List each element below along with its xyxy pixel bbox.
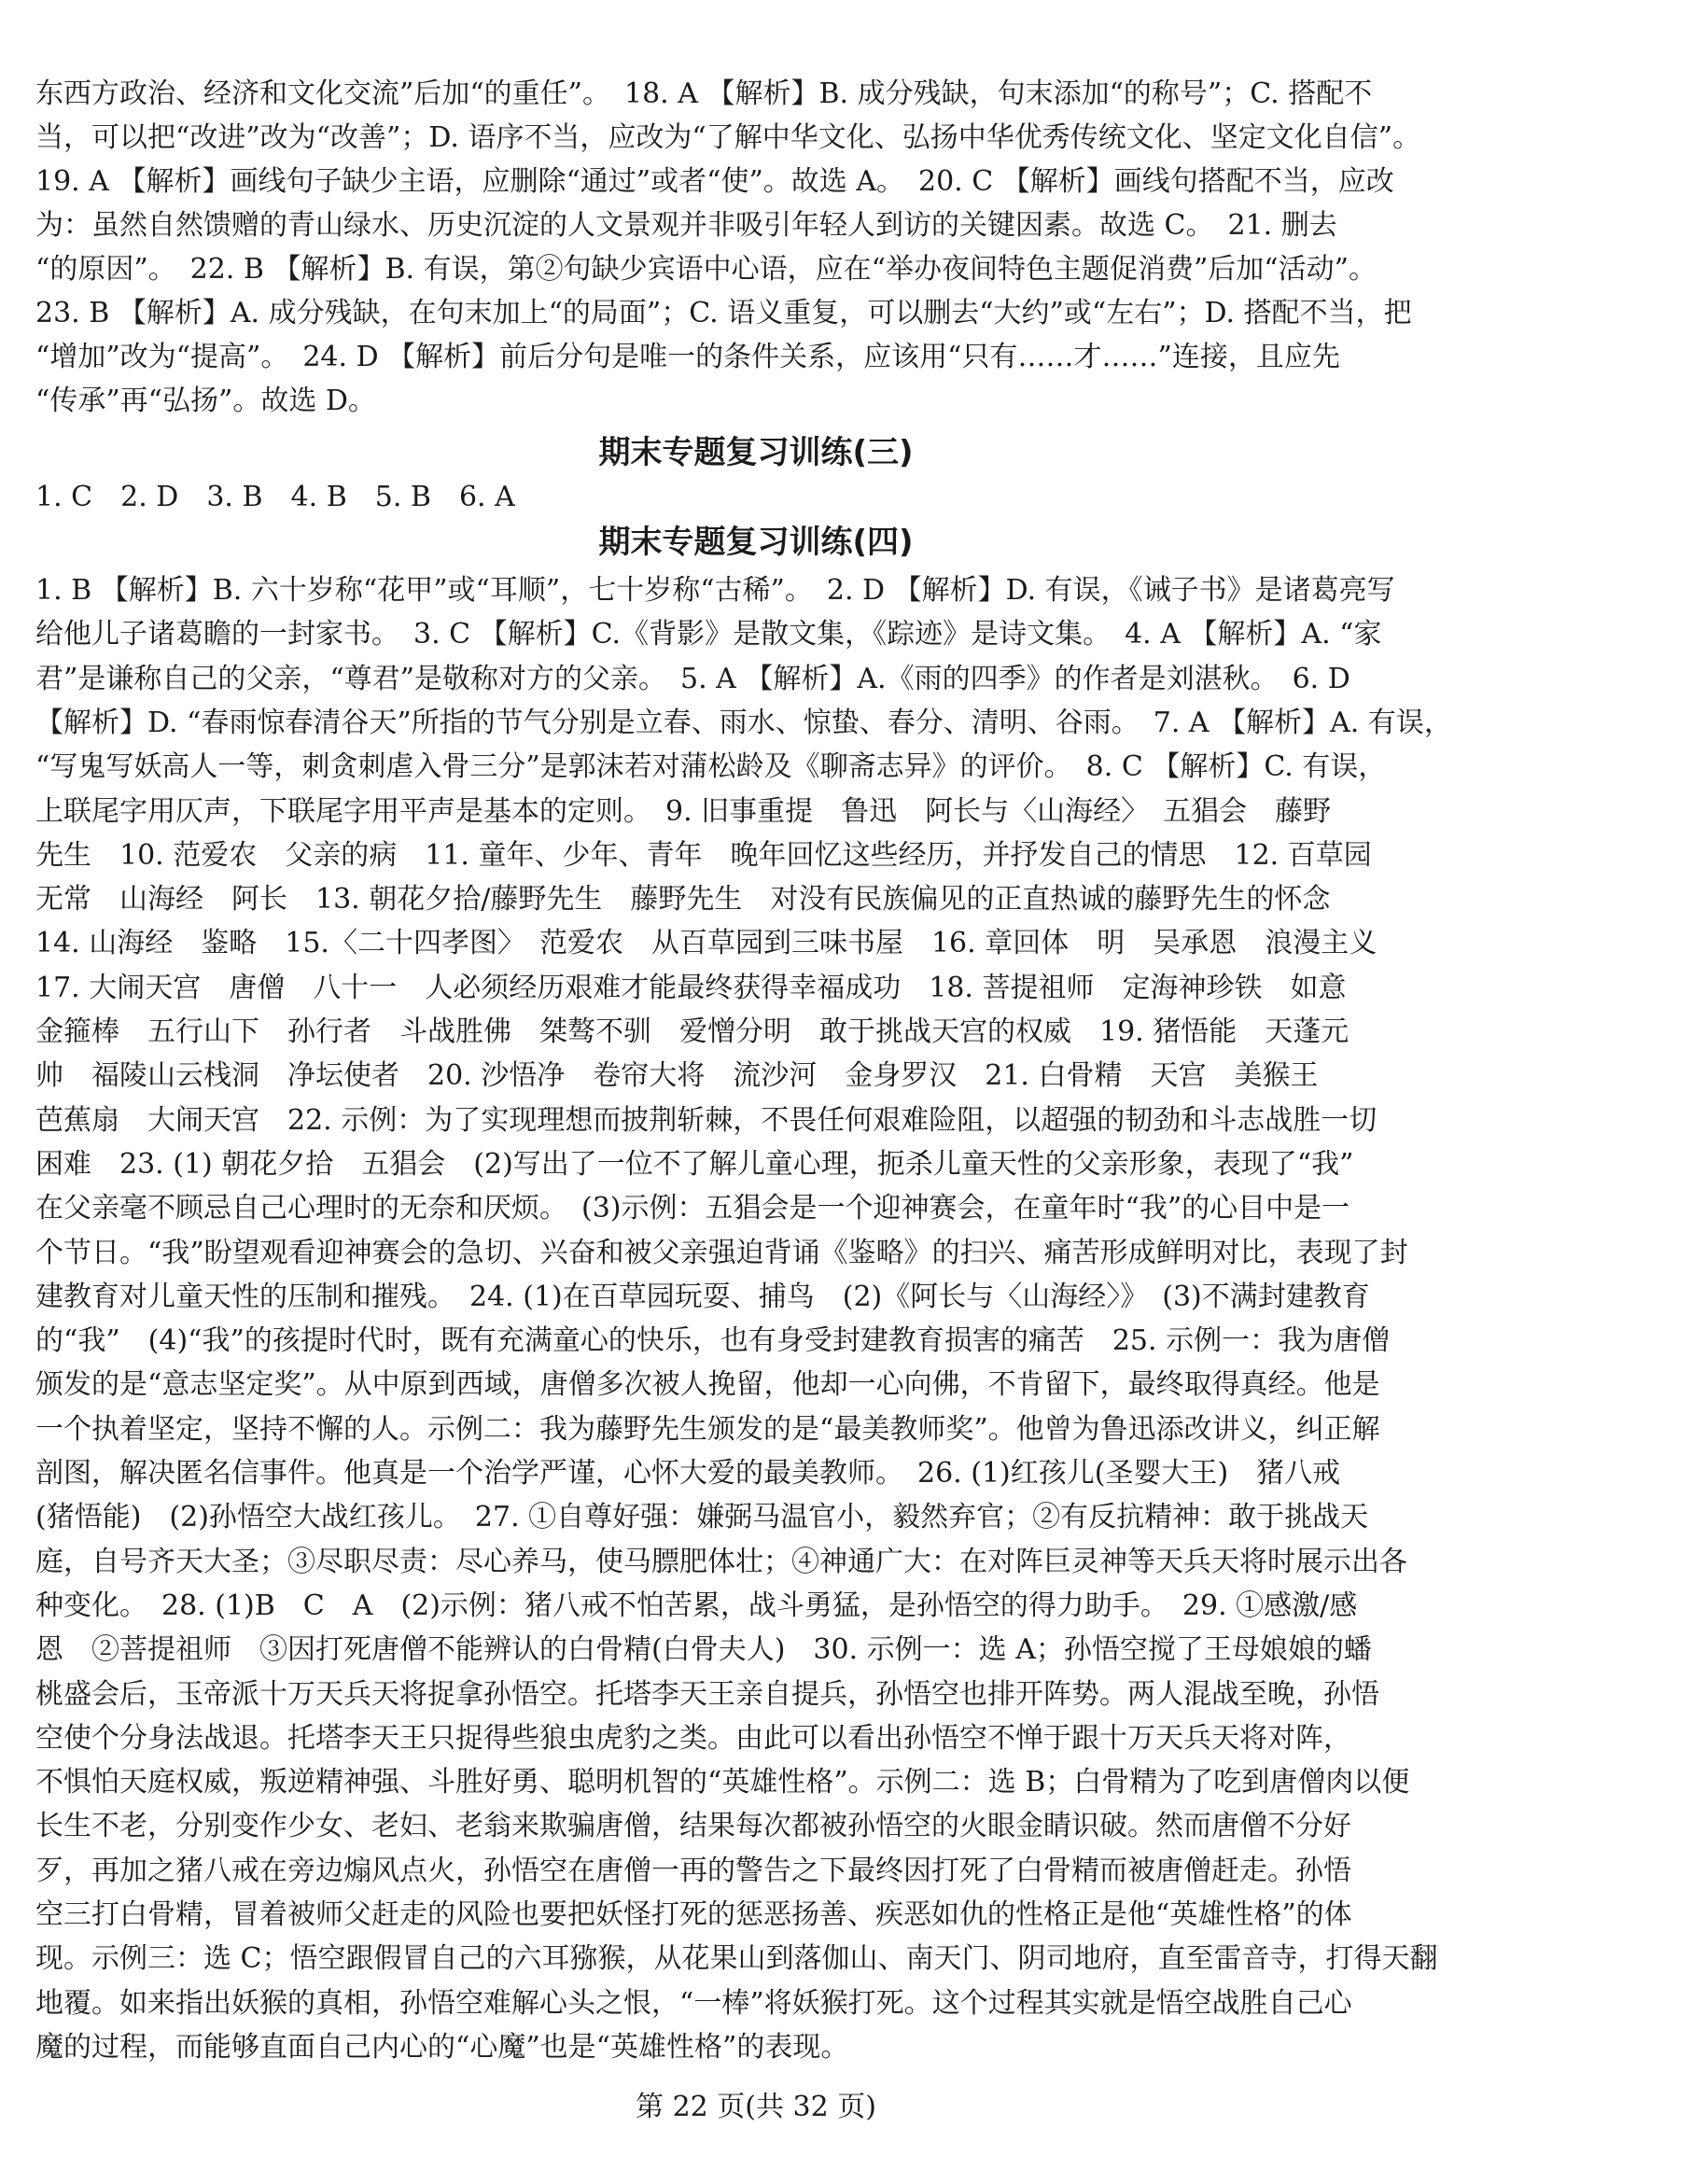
- text-line: “的原因”。 22. B 【解析】B. 有误，第②句缺少宾语中心语，应在“举办夜间特色主题促消费”后加“活动”。: [35, 253, 1377, 286]
- answers-review-3: 1. C 2. D 3. B 4. B 5. B 6. A: [35, 481, 515, 513]
- text-line: 颁发的是“意志坚定奖”。从中原到西域，唐僧多次被人挽留，他却一心向佛，不肯留下，最终取得真经。他是: [35, 1368, 1380, 1402]
- text-line: 帅 福陵山云栈洞 净坛使者 20. 沙悟净 卷帘大将 流沙河 金身罗汉 21. 白骨精 天宫 美猴王: [35, 1059, 1319, 1093]
- text-line: (猪悟能) (2)孙悟空大战红孩儿。 27. ①自尊好强：嫌弼马温官小，毅然弃官；②有反抗精神：敢于挑战天: [35, 1501, 1369, 1534]
- text-line: 一个执着坚定，坚持不懈的人。示例二：我为藤野先生颁发的是“最美教师奖”。他曾为鲁迅添改讲义，纠正解: [35, 1412, 1380, 1446]
- text-line: 剖图，解决匿名信事件。他真是一个治学严谨，心怀大爱的最美教师。 26. (1)红孩儿(圣婴大王) 猪八戒: [35, 1457, 1341, 1490]
- text-line: 君”是谦称自己的父亲，“尊君”是敬称对方的父亲。 5. A 【解析】A.《雨的四季》的作者是刘湛秋。 6. D: [35, 662, 1350, 695]
- heading-review-3: 期末专题复习训练(三): [598, 434, 914, 471]
- text-line: 东西方政治、经济和文化交流”后加“的重任”。 18. A 【解析】B. 成分残缺，句末添加“的称号”；C. 搭配不: [35, 77, 1373, 110]
- text-line: 现。示例三：选 C；悟空跟假冒自己的六耳猕猴，从花果山到落伽山、南天门、阴司地府，直至雷音寺，打得天翻: [35, 1942, 1438, 1976]
- text-line: 14. 山海经 鉴略 15.〈二十四孝图〉 范爱农 从百草园到三味书屋 16. 章回体 明 吴承恩 浪漫主义: [35, 927, 1377, 960]
- text-line: 魔的过程，而能够直面自己内心的“心魔”也是“英雄性格”的表现。: [35, 2030, 849, 2064]
- text-line: 芭蕉扇 大闹天宫 22. 示例：为了实现理想而披荆斩棘，不畏任何艰难险阻，以超强的韧劲和斗志战胜一切: [35, 1103, 1377, 1137]
- text-line: 空三打白骨精，冒着被师父赶走的风险也要把妖怪打死的惩恶扬善、疾恶如仇的性格正是他“英雄性格”的体: [35, 1898, 1352, 1931]
- text-line: 不惧怕天庭权威，叛逆精神强、斗胜好勇、聪明机智的“英雄性格”。示例二：选 B；白骨精为了吃到唐僧肉以便: [35, 1766, 1410, 1799]
- text-line: 个节日。“我”盼望观看迎神赛会的急切、兴奋和被父亲强迫背诵《鉴略》的扫兴、痛苦形成鲜明对比，表现了封: [35, 1236, 1408, 1269]
- text-line: 无常 山海经 阿长 13. 朝花夕拾/藤野先生 藤野先生 对没有民族偏见的正直热诚的藤野先生的怀念: [35, 883, 1331, 917]
- text-line: “增加”改为“提高”。 24. D 【解析】前后分句是唯一的条件关系，应该用“只有……才……”连接，且应先: [35, 341, 1340, 373]
- text-line: 给他儿子诸葛瞻的一封家书。 3. C 【解析】C.《背影》是散文集，《踪迹》是诗文集。 4. A 【解析】A. “家: [35, 618, 1382, 651]
- text-line: 【解析】D. “春雨惊春清谷天”所指的节气分别是立春、雨水、惊蛰、春分、清明、谷雨。 7. A 【解析】A. 有误，: [35, 706, 1452, 739]
- text-line: 金箍棒 五行山下 孙行者 斗战胜佛 桀骜不驯 爱憎分明 敢于挑战天宫的权威 19. 猪悟能 天蓬元: [35, 1015, 1349, 1048]
- text-line: 1. B 【解析】B. 六十岁称“花甲”或“耳顺”，七十岁称“古稀”。 2. D 【解析】D. 有误，《诫子书》是诸葛亮写: [35, 574, 1395, 607]
- text-line: “传承”再“弘扬”。故选 D。: [35, 385, 376, 417]
- text-line: 建教育对儿童天性的压制和摧残。 24. (1)在百草园玩耍、捕鸟 (2)《阿长与〈山海经〉》 (3)不满封建教育: [35, 1280, 1370, 1313]
- heading-review-4: 期末专题复习训练(四): [598, 524, 914, 561]
- page-footer: 第 22 页(共 32 页): [636, 2091, 876, 2123]
- text-line: 地覆。如来指出妖猴的真相，孙悟空难解心头之恨，“一棒”将妖猴打死。这个过程其实就是悟空战胜自己心: [35, 1986, 1352, 2020]
- text-line: 长生不老，分别变作少女、老妇、老翁来欺骗唐僧，结果每次都被孙悟空的火眼金睛识破。然而唐僧不分好: [35, 1810, 1351, 1843]
- text-line: 23. B 【解析】A. 成分残缺，在句末加上“的局面”；C. 语义重复，可以删去“大约”或“左右”；D. 搭配不当，把: [35, 297, 1412, 329]
- text-line: 恩 ②菩提祖师 ③因打死唐僧不能辨认的白骨精(白骨夫人) 30. 示例一：选 A；孙悟空搅了王母娘娘的蟠: [35, 1633, 1372, 1667]
- text-line: 桃盛会后，玉帝派十万天兵天将捉拿孙悟空。托塔李天王亲自提兵，孙悟空也排开阵势。两人混战至晚，孙悟: [35, 1677, 1379, 1711]
- text-line: 19. A 【解析】画线句子缺少主语，应删除“通过”或者“使”。故选 A。 20. C 【解析】画线句搭配不当，应改: [35, 165, 1394, 198]
- text-line: “写鬼写妖高人一等，刺贪刺虐入骨三分”是郭沫若对蒲松龄及《聊斋志异》的评价。 8. C 【解析】C. 有误，: [35, 750, 1387, 784]
- text-line: 困难 23. (1) 朝花夕拾 五猖会 (2)写出了一位不了解儿童心理，扼杀儿童天性的父亲形象，表现了“我”: [35, 1147, 1354, 1181]
- text-line: 在父亲毫不顾忌自己心理时的无奈和厌烦。 (3)示例：五猖会是一个迎神赛会，在童年时“我”的心目中是一: [35, 1192, 1350, 1225]
- text-line: 空使个分身法战退。托塔李天王只捉得些狼虫虎豹之类。由此可以看出孙悟空不惮于跟十万天兵天将对阵，: [35, 1721, 1351, 1755]
- text-line: 庭，自号齐天大圣；③尽职尽责：尽心养马，使马膘肥体壮；④神通广大：在对阵巨灵神等天兵天将时展示出各: [35, 1545, 1407, 1578]
- text-line: 当，可以把“改进”改为“改善”；D. 语序不当，应改为“了解中华文化、弘扬中华优秀传统文化、坚定文化自信”。: [35, 121, 1421, 154]
- text-line: 先生 10. 范爱农 父亲的病 11. 童年、少年、青年 晚年回忆这些经历，并抒发自己的情思 12. 百草园: [35, 838, 1372, 872]
- text-line: 歹，再加之猪八戒在旁边煽风点火，孙悟空在唐僧一再的警告之下最终因打死了白骨精而被唐僧赶走。孙悟: [35, 1854, 1351, 1887]
- text-line: 的“我” (4)“我”的孩提时代时，既有充满童心的快乐，也有身受封建教育损害的痛苦 25. 示例一：我为唐僧: [35, 1324, 1391, 1358]
- text-line: 为：虽然自然馈赠的青山绿水、历史沉淀的人文景观并非吸引年轻人到访的关键因素。故选 C。 21. 删去: [35, 209, 1337, 242]
- text-line: 上联尾字用仄声，下联尾字用平声是基本的定则。 9. 旧事重提 鲁迅 阿长与〈山海经〉 五猖会 藤野: [35, 794, 1332, 828]
- text-line: 17. 大闹天宫 唐僧 八十一 人必须经历艰难才能最终获得幸福成功 18. 菩提祖师 定海神珍铁 如意: [35, 971, 1347, 1004]
- text-line: 种变化。 28. (1)B C A (2)示例：猪八戒不怕苦累，战斗勇猛，是孙悟空的得力助手。 29. ①感激/感: [35, 1589, 1358, 1622]
